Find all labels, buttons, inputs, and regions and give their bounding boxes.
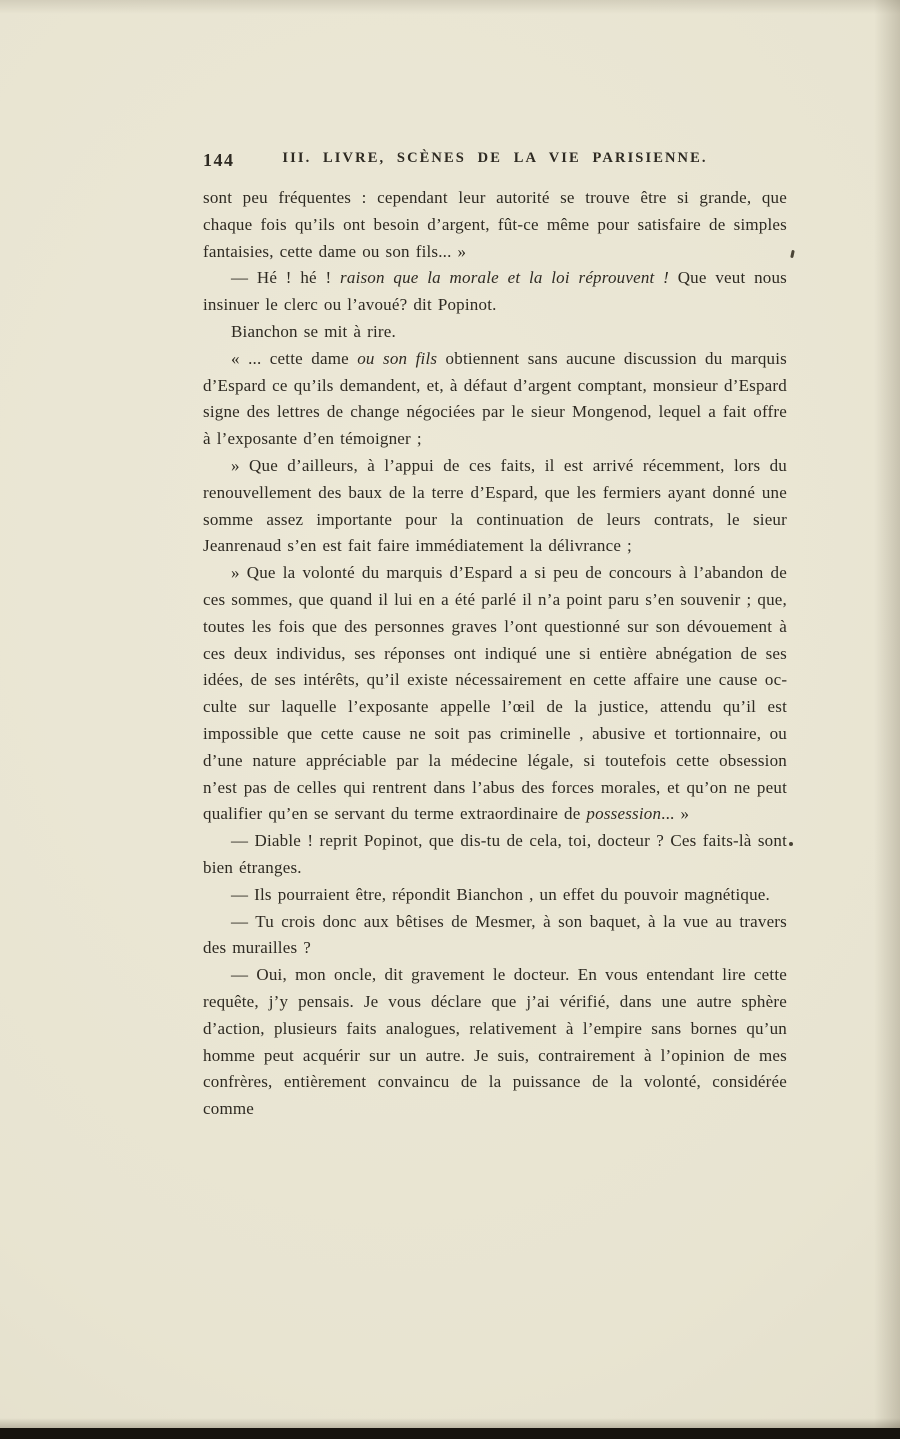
text-run: — Tu crois donc aux bêtises de Mesmer, à son baquet, à la vue au travers des murailles ?: [203, 911, 787, 958]
paragraph: [203, 185, 787, 265]
text-run: — Ils pourraient être, répondit Bianchon , un effet du pouvoir magnétique.: [231, 884, 770, 904]
text-block: [203, 185, 787, 1123]
italic-text: ou son fils: [357, 348, 438, 368]
paragraph: [203, 453, 787, 560]
scan-bottom-shadow: [0, 1418, 900, 1428]
text-run: » Que d’ailleurs, à l’appui de ces faits, il est arrivé récemment, lors du renouvellement des baux de la terre d’Espard, que les fermiers ayant donné une somme assez importante pour la continuation de leurs contrats, le sieur Jeanrenaud s’en est fait faire immédiatement la délivrance ;: [203, 455, 787, 556]
text-run: ... »: [661, 804, 690, 824]
scan-bottom-edge: [0, 1428, 900, 1439]
italic-text: raison que la morale et la loi réprouvent !: [340, 268, 670, 288]
text-run: — Diable ! reprit Popinot, que dis-tu de cela, toi, docteur ? Ces faits-là sont bien étranges.: [203, 831, 787, 877]
text-run: » Que la volonté du marquis d’Espard a si peu de concours à l’abandon de ces sommes, que quand il lui en a été parlé il n’a point paru s’en souvenir ; que, toutes les fois que des personnes graves l’ont questionné sur son dévouement à ces deux individus, ses réponses ont indiqué une si entière abnégation de ses idées, de ses intérêts, qu’il existe nécessairement en cette affaire une cause occulte sur laquelle l’exposante appelle l’œil de la justice, attendu qu’il est impossible que cette cause ne soit pas criminelle , abusive et tortionnaire, ou d’une nature appréciable par la médecine légale, si toutefois cette obsession n’est pas de celles qui rentrent dans l’abus des forces morales, et qu’on ne peut qualifier qu’en se servant du terme extraordinaire de: [203, 563, 787, 824]
running-title: III. LIVRE, SCÈNES DE LA VIE PARISIENNE.: [282, 150, 708, 166]
page-content: [203, 150, 787, 1123]
scan-edge-top: [0, 0, 900, 14]
paragraph: [203, 346, 787, 453]
italic-text: possession: [586, 804, 662, 824]
paragraph: [203, 828, 787, 882]
page-number: 144: [203, 150, 235, 170]
text-run: — Oui, mon oncle, dit gravement le docteur. En vous entendant lire cette requête, j’y pensais. Je vous déclare que j’ai vérifié, dans une autre sphère d’action, plusieurs faits analogues, relativement à l’empire sans bornes qu’un homme peut acquérir sur un autre. Je suis, contrairement à l’opinion de mes confrères, entièrement convaincu de la puissance de la volonté, considérée comme: [203, 965, 787, 1119]
text-run: « ... cette dame: [231, 348, 358, 368]
text-run: obtiennent sans aucune discussion du marquis d’Espard ce qu’ils demandent, et, à défaut d’argent comptant, monsieur d’Espard signe des lettres de change négociées par le sieur Mongenod, lequel a fait offre à l’exposante d’en témoigner ;: [203, 348, 787, 449]
paragraph: [203, 319, 787, 346]
page-header: [203, 150, 787, 170]
paragraph: [203, 560, 787, 828]
text-run: — Hé ! hé !: [231, 268, 341, 288]
paragraph: [203, 265, 787, 319]
paragraph: [203, 882, 787, 909]
scan-speck: [789, 842, 793, 846]
text-run: Bianchon se mit à rire.: [231, 321, 396, 341]
scan-speck: [790, 250, 795, 258]
text-run: Que veut nous insinuer le clerc ou l’avoué? dit Popinot.: [203, 268, 787, 315]
paragraph: [203, 909, 787, 963]
scan-edge-right: [874, 0, 900, 1439]
text-run: sont peu fréquentes : cependant leur autorité se trouve être si grande, que chaque fois qu’ils ont besoin d’argent, fût-ce même pour satisfaire de simples fantaisies, cette dame ou son fils... »: [203, 188, 787, 261]
paragraph: [203, 962, 787, 1123]
